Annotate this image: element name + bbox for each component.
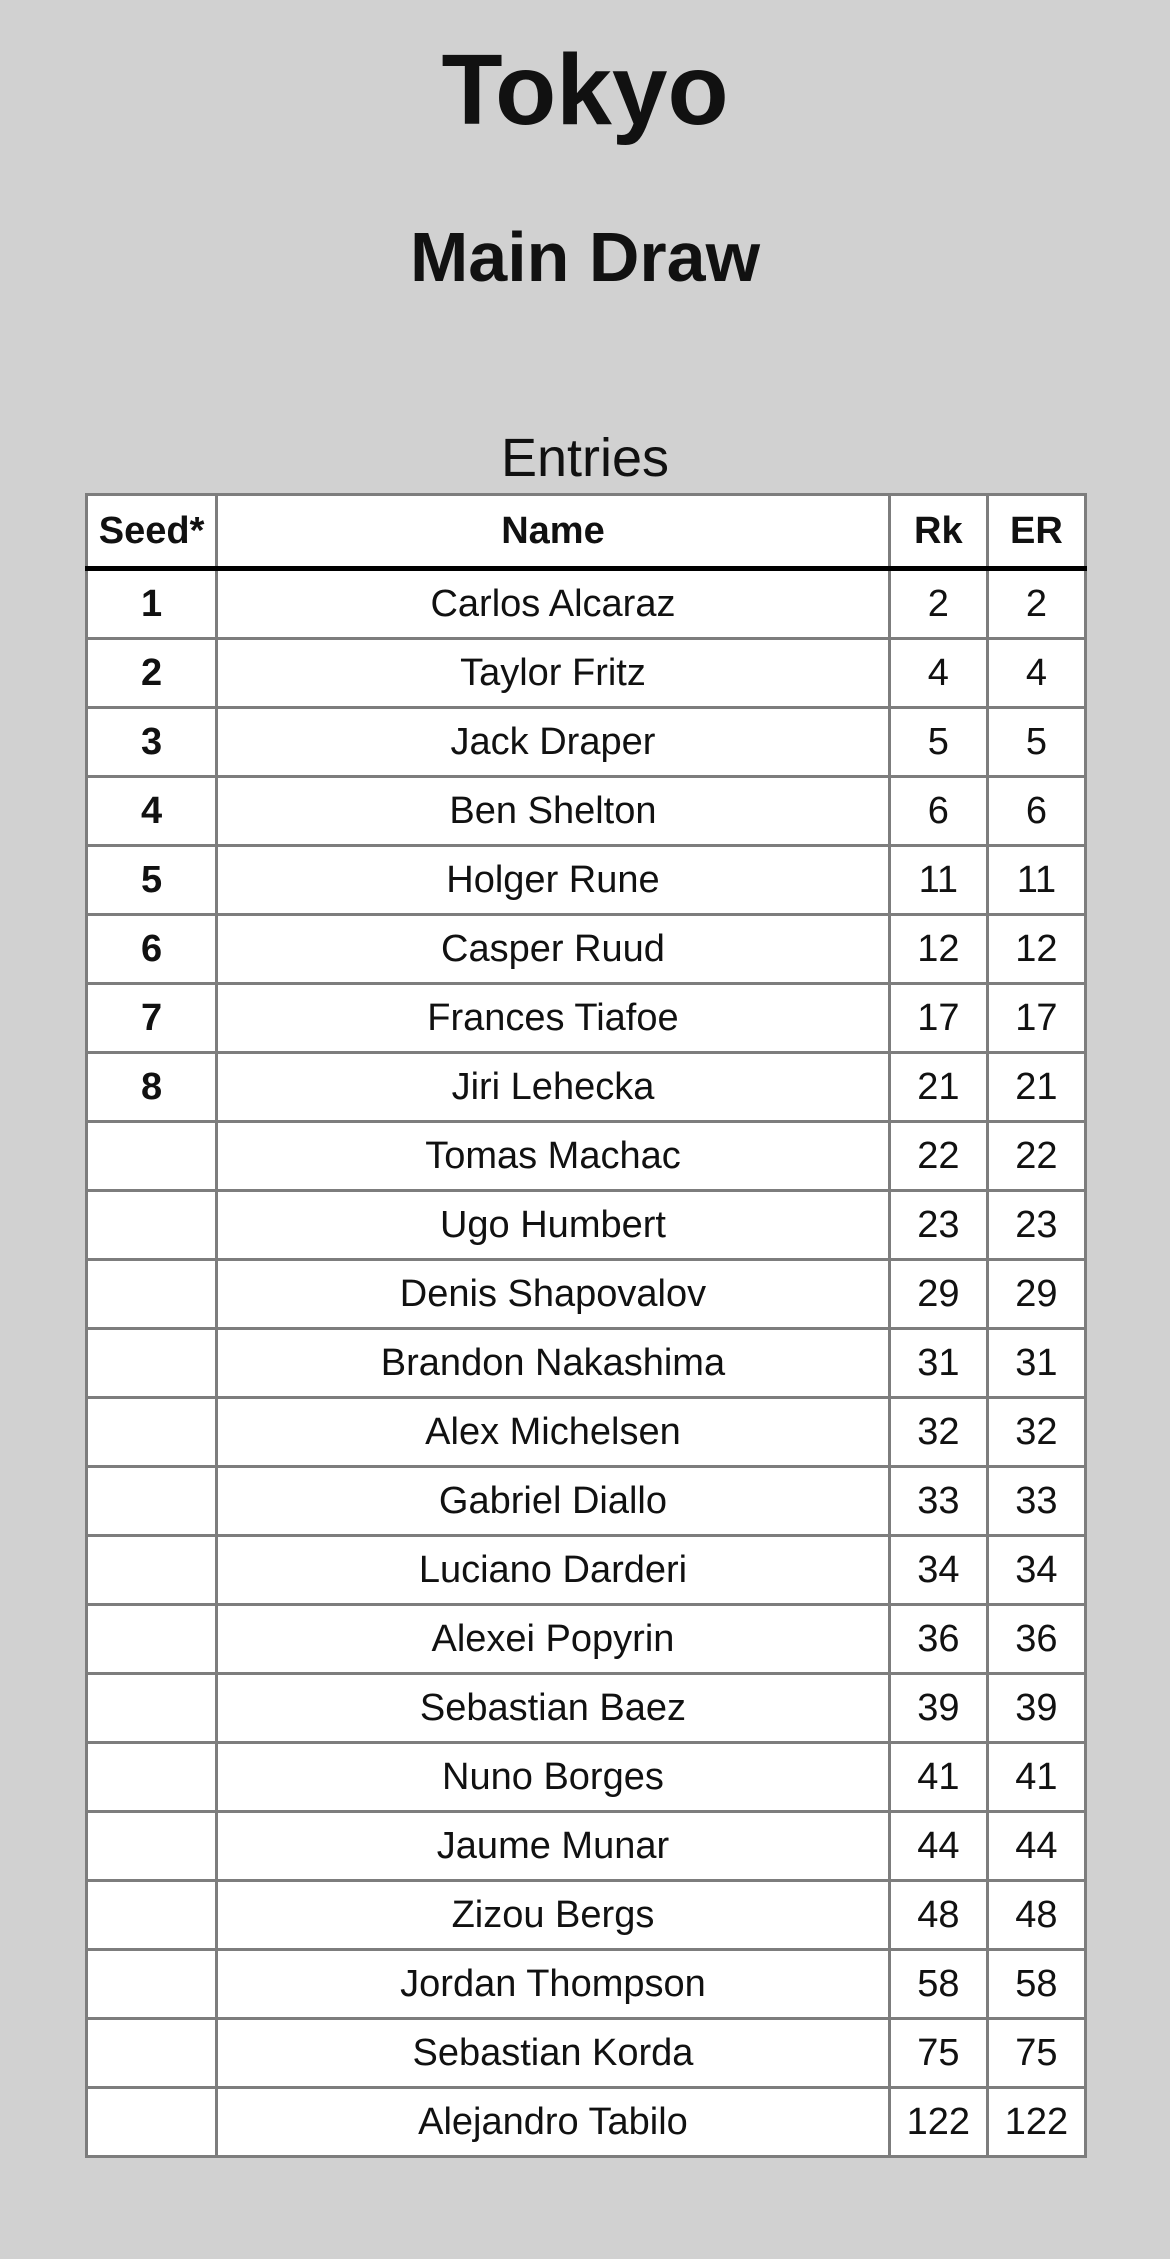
entry-rank-cell: 75 (987, 2019, 1085, 2088)
rank-cell: 17 (889, 984, 987, 1053)
entries-table (85, 493, 1087, 2158)
seed-cell (87, 2019, 217, 2088)
name-cell: Jiri Lehecka (217, 1053, 890, 1122)
name-cell: Alexei Popyrin (217, 1605, 890, 1674)
seed-cell (87, 1329, 217, 1398)
entry-rank-cell: 21 (987, 1053, 1085, 1122)
table-caption: Entries (500, 428, 670, 488)
table-body (87, 569, 1086, 2157)
page-title: Tokyo (441, 34, 729, 146)
name-cell: Zizou Bergs (217, 1881, 890, 1950)
table-row (87, 1674, 1086, 1743)
rank-cell: 29 (889, 1260, 987, 1329)
seed-cell (87, 1950, 217, 2019)
rank-cell: 39 (889, 1674, 987, 1743)
seed-cell (87, 2088, 217, 2157)
entry-rank-cell: 32 (987, 1398, 1085, 1467)
entry-rank-cell: 41 (987, 1743, 1085, 1812)
rank-cell: 22 (889, 1122, 987, 1191)
entry-rank-cell: 31 (987, 1329, 1085, 1398)
rank-cell: 122 (889, 2088, 987, 2157)
entry-rank-cell: 122 (987, 2088, 1085, 2157)
rank-cell: 31 (889, 1329, 987, 1398)
rank-cell: 23 (889, 1191, 987, 1260)
table-row (87, 569, 1086, 639)
rank-cell: 5 (889, 708, 987, 777)
header-name: Name (217, 495, 890, 569)
table-row (87, 1329, 1086, 1398)
entry-rank-cell: 17 (987, 984, 1085, 1053)
table-row (87, 1881, 1086, 1950)
rank-cell: 32 (889, 1398, 987, 1467)
name-cell: Luciano Darderi (217, 1536, 890, 1605)
rank-cell: 12 (889, 915, 987, 984)
table-row (87, 1950, 1086, 2019)
table-row (87, 1467, 1086, 1536)
seed-cell (87, 1536, 217, 1605)
entry-rank-cell: 58 (987, 1950, 1085, 2019)
seed-cell (87, 1467, 217, 1536)
table-row (87, 1260, 1086, 1329)
seed-cell (87, 1743, 217, 1812)
table-row (87, 846, 1086, 915)
seed-cell (87, 1605, 217, 1674)
entry-rank-cell: 22 (987, 1122, 1085, 1191)
seed-cell (87, 1191, 217, 1260)
seed-cell (87, 1122, 217, 1191)
table-row (87, 1812, 1086, 1881)
name-cell: Nuno Borges (217, 1743, 890, 1812)
name-cell: Gabriel Diallo (217, 1467, 890, 1536)
name-cell: Sebastian Korda (217, 2019, 890, 2088)
entry-rank-cell: 36 (987, 1605, 1085, 1674)
rank-cell: 36 (889, 1605, 987, 1674)
entry-rank-cell: 6 (987, 777, 1085, 846)
rank-cell: 6 (889, 777, 987, 846)
entry-rank-cell: 5 (987, 708, 1085, 777)
header-seed: Seed* (87, 495, 217, 569)
seed-cell (87, 1812, 217, 1881)
entry-rank-cell: 12 (987, 915, 1085, 984)
entry-rank-cell: 23 (987, 1191, 1085, 1260)
rank-cell: 44 (889, 1812, 987, 1881)
name-cell: Ugo Humbert (217, 1191, 890, 1260)
table-row (87, 708, 1086, 777)
seed-cell: 1 (87, 569, 217, 639)
name-cell: Holger Rune (217, 846, 890, 915)
table-header (87, 495, 1086, 569)
seed-cell: 3 (87, 708, 217, 777)
entry-rank-cell: 39 (987, 1674, 1085, 1743)
entry-rank-cell: 33 (987, 1467, 1085, 1536)
name-cell: Casper Ruud (217, 915, 890, 984)
entry-rank-cell: 44 (987, 1812, 1085, 1881)
name-cell: Carlos Alcaraz (217, 569, 890, 639)
seed-cell: 8 (87, 1053, 217, 1122)
seed-cell: 4 (87, 777, 217, 846)
entry-rank-cell: 29 (987, 1260, 1085, 1329)
seed-cell (87, 1881, 217, 1950)
rank-cell: 41 (889, 1743, 987, 1812)
seed-cell: 2 (87, 639, 217, 708)
rank-cell: 48 (889, 1881, 987, 1950)
entry-rank-cell: 11 (987, 846, 1085, 915)
rank-cell: 33 (889, 1467, 987, 1536)
name-cell: Alejandro Tabilo (217, 2088, 890, 2157)
entry-rank-cell: 4 (987, 639, 1085, 708)
seed-cell: 7 (87, 984, 217, 1053)
entry-rank-cell: 48 (987, 1881, 1085, 1950)
table-row (87, 1122, 1086, 1191)
header-row (87, 495, 1086, 569)
rank-cell: 4 (889, 639, 987, 708)
name-cell: Taylor Fritz (217, 639, 890, 708)
table-row (87, 1605, 1086, 1674)
rank-cell: 21 (889, 1053, 987, 1122)
seed-cell (87, 1260, 217, 1329)
name-cell: Jaume Munar (217, 1812, 890, 1881)
name-cell: Jordan Thompson (217, 1950, 890, 2019)
name-cell: Ben Shelton (217, 777, 890, 846)
table-row (87, 1053, 1086, 1122)
rank-cell: 58 (889, 1950, 987, 2019)
table-row (87, 1536, 1086, 1605)
page-subtitle: Main Draw (409, 218, 761, 296)
entry-rank-cell: 34 (987, 1536, 1085, 1605)
name-cell: Jack Draper (217, 708, 890, 777)
rank-cell: 34 (889, 1536, 987, 1605)
entry-rank-cell: 2 (987, 569, 1085, 639)
name-cell: Tomas Machac (217, 1122, 890, 1191)
name-cell: Brandon Nakashima (217, 1329, 890, 1398)
rank-cell: 75 (889, 2019, 987, 2088)
table-row (87, 639, 1086, 708)
table-row (87, 984, 1086, 1053)
name-cell: Sebastian Baez (217, 1674, 890, 1743)
table-row (87, 1398, 1086, 1467)
seed-cell: 5 (87, 846, 217, 915)
name-cell: Frances Tiafoe (217, 984, 890, 1053)
table-row (87, 915, 1086, 984)
seed-cell (87, 1398, 217, 1467)
table-row (87, 2088, 1086, 2157)
header-rk: Rk (889, 495, 987, 569)
rank-cell: 2 (889, 569, 987, 639)
table-row (87, 777, 1086, 846)
seed-cell (87, 1674, 217, 1743)
table-row (87, 1191, 1086, 1260)
header-er: ER (987, 495, 1085, 569)
seed-cell: 6 (87, 915, 217, 984)
name-cell: Denis Shapovalov (217, 1260, 890, 1329)
table-row (87, 2019, 1086, 2088)
name-cell: Alex Michelsen (217, 1398, 890, 1467)
rank-cell: 11 (889, 846, 987, 915)
table-row (87, 1743, 1086, 1812)
